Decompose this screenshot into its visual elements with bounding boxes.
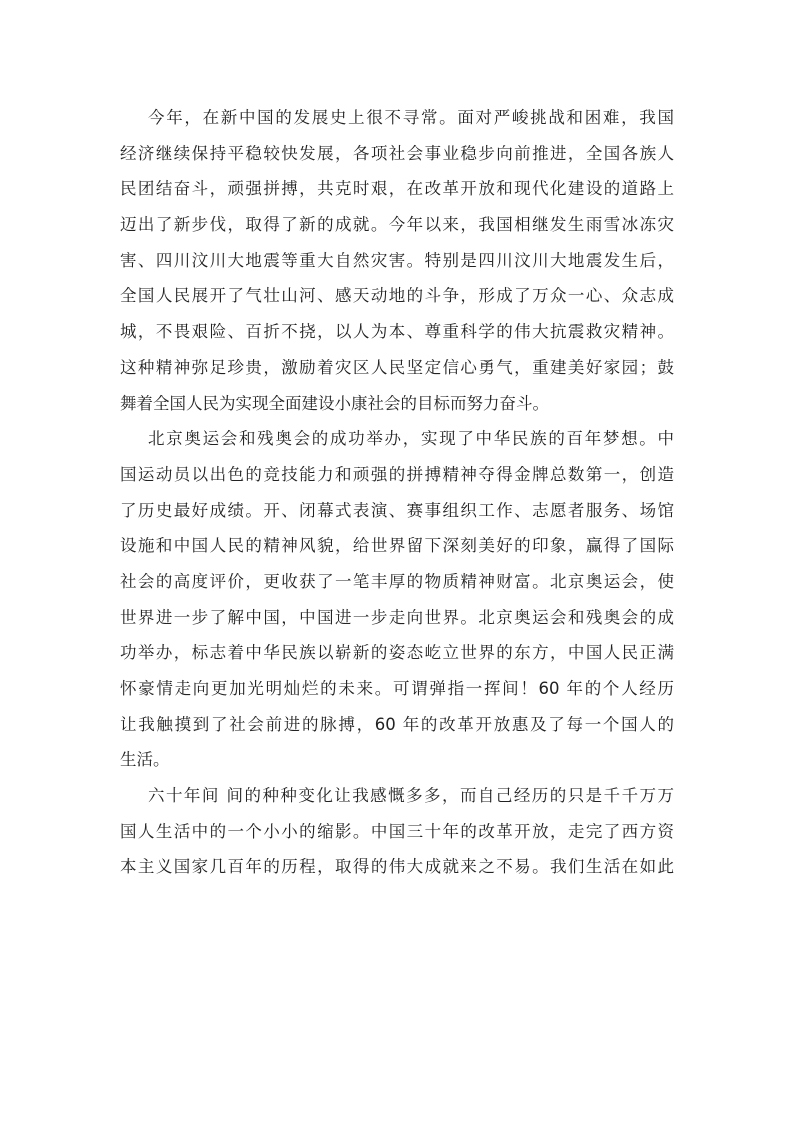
text-line: 国人生活中的一个小小的缩影。中国三十年的改革开放，走完了西方资 bbox=[120, 821, 674, 841]
text-line: 民团结奋斗，顽强拼搏，共克时艰，在改革开放和现代化建设的道路上 bbox=[120, 179, 674, 199]
text-line: 经济继续保持平稳较快发展，各项社会事业稳步向前推进，全国各族人 bbox=[120, 143, 674, 163]
text-line: 了历史最好成绩。开、闭幕式表演、赛事组织工作、志愿者服务、场馆 bbox=[120, 500, 674, 520]
text-line: 害、四川汶川大地震等重大自然灾害。特别是四川汶川大地震发生后， bbox=[120, 250, 674, 270]
text-line: 设施和中国人民的精神风貌，给世界留下深刻美好的印象，赢得了国际 bbox=[120, 536, 674, 556]
text-line: 这种精神弥足珍贵，激励着灾区人民坚定信心勇气，重建美好家园；鼓 bbox=[120, 357, 674, 377]
text-line: 迈出了新步伐，取得了新的成就。今年以来，我国相继发生雨雪冰冻灾 bbox=[120, 215, 674, 235]
paragraph-3 bbox=[120, 778, 674, 885]
text-line: 社会的高度评价，更收获了一笔丰厚的物质精神财富。北京奥运会，使 bbox=[120, 571, 674, 591]
paragraph-1 bbox=[120, 100, 674, 421]
text-line: 城，不畏艰险、百折不挠，以人为本、尊重科学的伟大抗震救灾精神。 bbox=[120, 322, 674, 342]
body-text bbox=[120, 100, 674, 885]
text-line: 让我触摸到了社会前进的脉搏，60 年的改革开放惠及了每一个国人的 bbox=[120, 714, 674, 734]
text-line: 北京奥运会和残奥会的成功举办，实现了中华民族的百年梦想。中 bbox=[148, 429, 674, 449]
text-line: 舞着全国人民为实现全面建设小康社会的目标而努力奋斗。 bbox=[120, 393, 549, 413]
paragraph-2 bbox=[120, 421, 674, 778]
text-line: 怀豪情走向更加光明灿烂的未来。可谓弹指一挥间！60 年的个人经历 bbox=[120, 679, 674, 698]
text-line: 世界进一步了解中国，中国进一步走向世界。北京奥运会和残奥会的成 bbox=[120, 607, 674, 627]
text-line: 生活。 bbox=[120, 750, 170, 770]
text-line: 今年，在新中国的发展史上很不寻常。面对严峻挑战和困难，我国 bbox=[148, 108, 674, 127]
text-line: 功举办，标志着中华民族以崭新的姿态屹立世界的东方，中国人民正满 bbox=[120, 643, 674, 663]
text-line: 六十年间 间的种种变化让我感慨多多，而自己经历的只是千千万万 bbox=[148, 786, 674, 806]
text-line: 全国人民展开了气壮山河、感天动地的斗争，形成了万众一心、众志成 bbox=[120, 286, 674, 306]
text-line: 国运动员以出色的竞技能力和顽强的拼搏精神夺得金牌总数第一，创造 bbox=[120, 464, 674, 484]
text-line: 本主义国家几百年的历程，取得的伟大成就来之不易。我们生活在如此 bbox=[120, 857, 674, 877]
